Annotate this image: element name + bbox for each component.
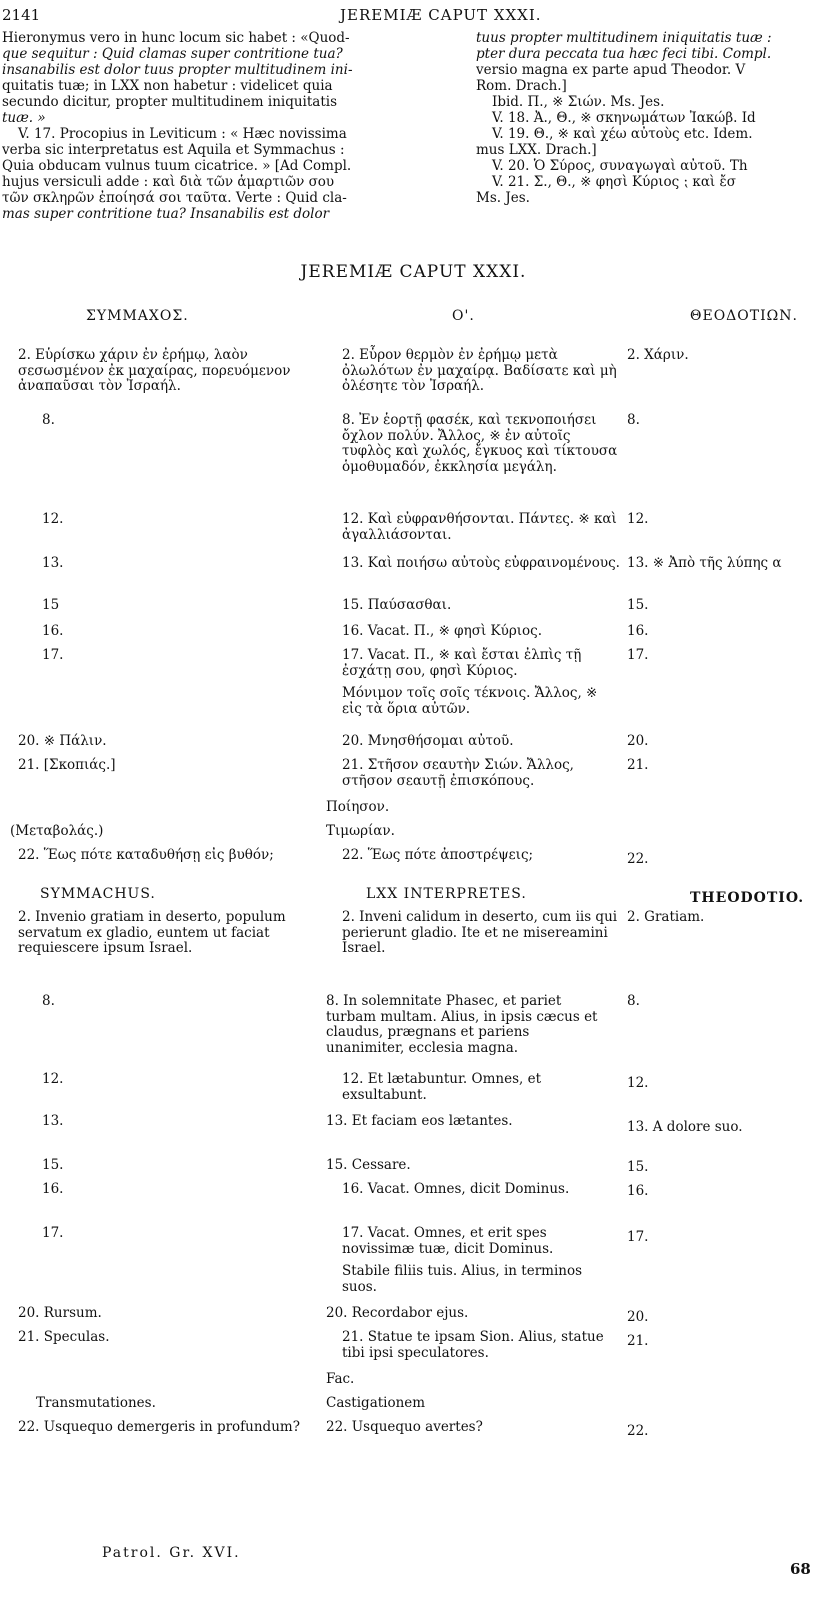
column-header-lxx-latin: LXX INTERPRETES. (366, 886, 527, 902)
greek-lxx-cell: 20. Μνησθήσομαι αὐτοῦ. (342, 733, 514, 749)
latin-theodotio-cell: 17. (627, 1229, 649, 1245)
section-title: JEREMIÆ CAPUT XXXI. (300, 262, 527, 282)
running-title: JEREMIÆ CAPUT XXXI. (340, 6, 542, 24)
greek-theodotion-cell: 22. (627, 851, 649, 867)
greek-theodotion-cell: 17. (627, 647, 649, 663)
latin-symmachus-cell: 8. (42, 993, 55, 1009)
latin-lxx-cell: Stabile filiis tuis. Alius, in terminos suos. (342, 1263, 583, 1295)
latin-theodotio-cell: 20. (627, 1309, 649, 1325)
latin-theodotio-cell: 22. (627, 1423, 649, 1439)
latin-lxx-cell: 17. Vacat. Omnes, et erit spes novissimæ tuæ, dicit Dominus. (342, 1225, 554, 1257)
latin-lxx-cell: 20. Recordabor ejus. (326, 1305, 469, 1321)
latin-lxx-cell: 21. Statue te ipsam Sion. Alius, statue tibi ipsi speculatores. (342, 1329, 604, 1361)
column-header-lxx-greek: Ο'. (452, 308, 475, 324)
latin-theodotio-cell: 12. (627, 1075, 649, 1091)
note-line: Hieronymus vero in hunc locum sic habet : «Quod- (2, 30, 350, 46)
note-line: τῶν σκληρῶν ἐποίησά σοι ταῦτα. Verte : Quid cla- (2, 190, 347, 206)
greek-symmachus-cell: 22. Ἕως πότε καταδυθήσῃ εἰς βυθόν; (18, 847, 274, 863)
greek-lxx-cell: 21. Στῆσον σεαυτὴν Σιών. Ἄλλος, στῆσον σεαυτῇ ἐπισκόπους. (342, 757, 574, 789)
latin-lxx-cell: Fac. (326, 1371, 355, 1387)
latin-theodotio-cell: 15. (627, 1159, 649, 1175)
latin-symmachus-cell: 22. Usquequo demergeris in profundum? (18, 1419, 300, 1435)
greek-lxx-cell: 22. Ἕως πότε ἀποστρέψεις; (342, 847, 534, 863)
greek-theodotion-cell: 12. (627, 511, 649, 527)
greek-symmachus-cell: 12. (42, 511, 64, 527)
latin-lxx-cell: 16. Vacat. Omnes, dicit Dominus. (342, 1181, 570, 1197)
latin-theodotio-cell: 2. Gratiam. (627, 909, 705, 925)
latin-lxx-cell: 8. In solemnitate Phasec, et pariet turbam multam. Alius, in ipsis cæcus et claudus, prægnans et pariens unanimiter, ecclesia magna. (326, 993, 598, 1056)
latin-lxx-cell: 2. Inveni calidum in deserto, cum iis qui perierunt gladio. Ite et ne misereamini Israel. (342, 909, 618, 956)
latin-lxx-cell: 12. Et lætabuntur. Omnes, et exsultabunt. (342, 1071, 541, 1103)
page-number: 2141 (2, 6, 41, 24)
latin-symmachus-cell: 21. Speculas. (18, 1329, 110, 1345)
greek-theodotion-cell: 8. (627, 412, 640, 428)
column-header-symmachus-latin: SYMMACHUS. (40, 886, 156, 902)
note-line: Quia obducam vulnus tuum cicatrice. » [Ad Compl. (2, 158, 352, 174)
latin-lxx-cell: 22. Usquequo avertes? (326, 1419, 483, 1435)
greek-theodotion-cell: 20. (627, 733, 649, 749)
greek-theodotion-cell: 16. (627, 623, 649, 639)
note-line: V. 17. Procopius in Leviticum : « Hæc novissima (18, 126, 347, 142)
notes-left-column (2, 30, 458, 222)
note-line: tuus propter multitudinem iniquitatis tuæ : (476, 30, 772, 46)
note-line: quitatis tuæ; in LXX non habetur : videlicet quia (2, 78, 333, 94)
latin-symmachus-cell: Transmutationes. (36, 1395, 156, 1411)
greek-symmachus-cell: 21. [Σκοπιάς.] (18, 757, 116, 773)
footnotes (0, 30, 827, 260)
greek-theodotion-cell: 15. (627, 597, 649, 613)
note-line: V. 21. Σ., Θ., ※ φησὶ Κύριος ⁏ καὶ ἔσ (492, 174, 736, 190)
latin-theodotio-cell: 8. (627, 993, 640, 1009)
note-line: secundo dicitur, propter multitudinem iniquitatis (2, 94, 338, 110)
greek-theodotion-cell: 13. ※ Ἀπὸ τῆς λύπης α (627, 555, 782, 571)
column-header-symmachus-greek: ΣΥΜΜΑΧΟΣ. (86, 308, 189, 324)
greek-symmachus-cell: 20. ※ Πάλιν. (18, 733, 107, 749)
note-line: mas super contritione tua? Insanabilis est dolor (2, 206, 330, 222)
note-line: Ibid. Π., ※ Σιών. Ms. Jes. (492, 94, 665, 110)
note-line: V. 19. Θ., ※ καὶ χέω αὐτοὺς etc. Idem. (492, 126, 753, 142)
greek-lxx-cell: 8. Ἐν ἑορτῇ φασέκ, καὶ τεκνοποιήσει ὄχλον πολύν. Ἄλλος, ※ ἐν αὐτοῖς τυφλὸς καὶ χωλός, ἔγκυος καὶ τίκτουσα ὁμοθυμαδόν, ἐκκλησία μεγάλη. (342, 412, 618, 475)
greek-symmachus-cell: 13. (42, 555, 64, 571)
greek-theodotion-cell: 21. (627, 757, 649, 773)
latin-symmachus-cell: 12. (42, 1071, 64, 1087)
greek-symmachus-cell: (Μεταβολάς.) (10, 823, 104, 839)
greek-lxx-cell: 17. Vacat. Π., ※ καὶ ἔσται ἐλπὶς τῇ ἐσχάτῃ σου, φησὶ Κύριος. (342, 647, 582, 679)
latin-symmachus-cell: 2. Invenio gratiam in deserto, populum servatum ex gladio, euntem ut faciat requiescere ipsum Israel. (18, 909, 286, 956)
greek-lxx-cell: 2. Εὗρον θερμὸν ἐν ἐρήμῳ μετὰ ὀλωλότων ἐν μαχαίρᾳ. Βαδίσατε καὶ μὴ ὀλέσητε τὸν Ἰσραήλ. (342, 347, 617, 394)
latin-symmachus-cell: 20. Rursum. (18, 1305, 102, 1321)
greek-lxx-cell: Ποίησον. (326, 799, 390, 815)
note-line: verba sic interpretatus est Aquila et Symmachus : (2, 142, 345, 158)
latin-symmachus-cell: 13. (42, 1113, 64, 1129)
note-line: insanabilis est dolor tuus propter multitudinem ini- (2, 62, 353, 78)
note-line: que sequitur : Quid clamas super contritione tua? (2, 46, 343, 62)
latin-symmachus-cell: 16. (42, 1181, 64, 1197)
greek-lxx-cell: 16. Vacat. Π., ※ φησὶ Κύριος. (342, 623, 543, 639)
signature-mark: Patrol. Gr. XVI. (102, 1545, 241, 1561)
notes-right-column (476, 30, 827, 206)
latin-lxx-cell: Castigationem (326, 1395, 426, 1411)
note-line: tuæ. » (2, 110, 46, 126)
column-header-theodotio-latin: THEODOTIO. (690, 890, 805, 906)
latin-lxx-cell: 13. Et faciam eos lætantes. (326, 1113, 513, 1129)
greek-symmachus-cell: 15 (42, 597, 60, 613)
note-line: V. 20. Ὁ Σύρος, συναγωγαὶ αὐτοῦ. Th (492, 158, 748, 174)
note-line: Ms. Jes. (476, 190, 530, 206)
column-header-theodotion-greek: ΘΕΟΔΟΤΙΩΝ. (690, 308, 798, 324)
greek-lxx-cell: 12. Καὶ εὐφρανθήσονται. Πάντες. ※ καὶ ἀγαλλιάσονται. (342, 511, 617, 543)
latin-lxx-cell: 15. Cessare. (326, 1157, 411, 1173)
greek-symmachus-cell: 2. Εὑρίσκω χάριν ἐν ἐρήμῳ, λαὸν σεσωσμένον ἐκ μαχαίρας, πορευόμενον ἀναπαῦσαι τὸν Ἰσραήλ. (18, 347, 291, 394)
greek-lxx-cell: Μόνιμον τοῖς σοῖς τέκνοις. Ἄλλος, ※ εἰς τὰ ὅρια αὐτῶν. (342, 685, 598, 717)
greek-symmachus-cell: 8. (42, 412, 55, 428)
greek-lxx-cell: Τιμωρίαν. (326, 823, 395, 839)
note-line: Rom. Drach.] (476, 78, 567, 94)
latin-theodotio-cell: 21. (627, 1333, 649, 1349)
sheet-number: 68 (790, 1560, 811, 1578)
latin-theodotio-cell: 13. A dolore suo. (627, 1119, 743, 1135)
greek-lxx-cell: 15. Παύσασθαι. (342, 597, 452, 613)
page-header (0, 6, 827, 28)
greek-symmachus-cell: 16. (42, 623, 64, 639)
note-line: versio magna ex parte apud Theodor. V (476, 62, 746, 78)
greek-lxx-cell: 13. Καὶ ποιήσω αὐτοὺς εὐφραινομένους. (342, 555, 620, 571)
note-line: pter dura peccata tua hæc feci tibi. Compl. (476, 46, 772, 62)
note-line: V. 18. Ἀ., Θ., ※ σκηνωμάτων Ἰακώβ. Id (492, 110, 756, 126)
note-line: hujus versiculi adde : καὶ διὰ τῶν ἁμαρτιῶν σου (2, 174, 335, 190)
greek-theodotion-cell: 2. Χάριν. (627, 347, 689, 363)
latin-symmachus-cell: 17. (42, 1225, 64, 1241)
greek-symmachus-cell: 17. (42, 647, 64, 663)
latin-symmachus-cell: 15. (42, 1157, 64, 1173)
note-line: mus LXX. Drach.] (476, 142, 597, 158)
latin-theodotio-cell: 16. (627, 1183, 649, 1199)
